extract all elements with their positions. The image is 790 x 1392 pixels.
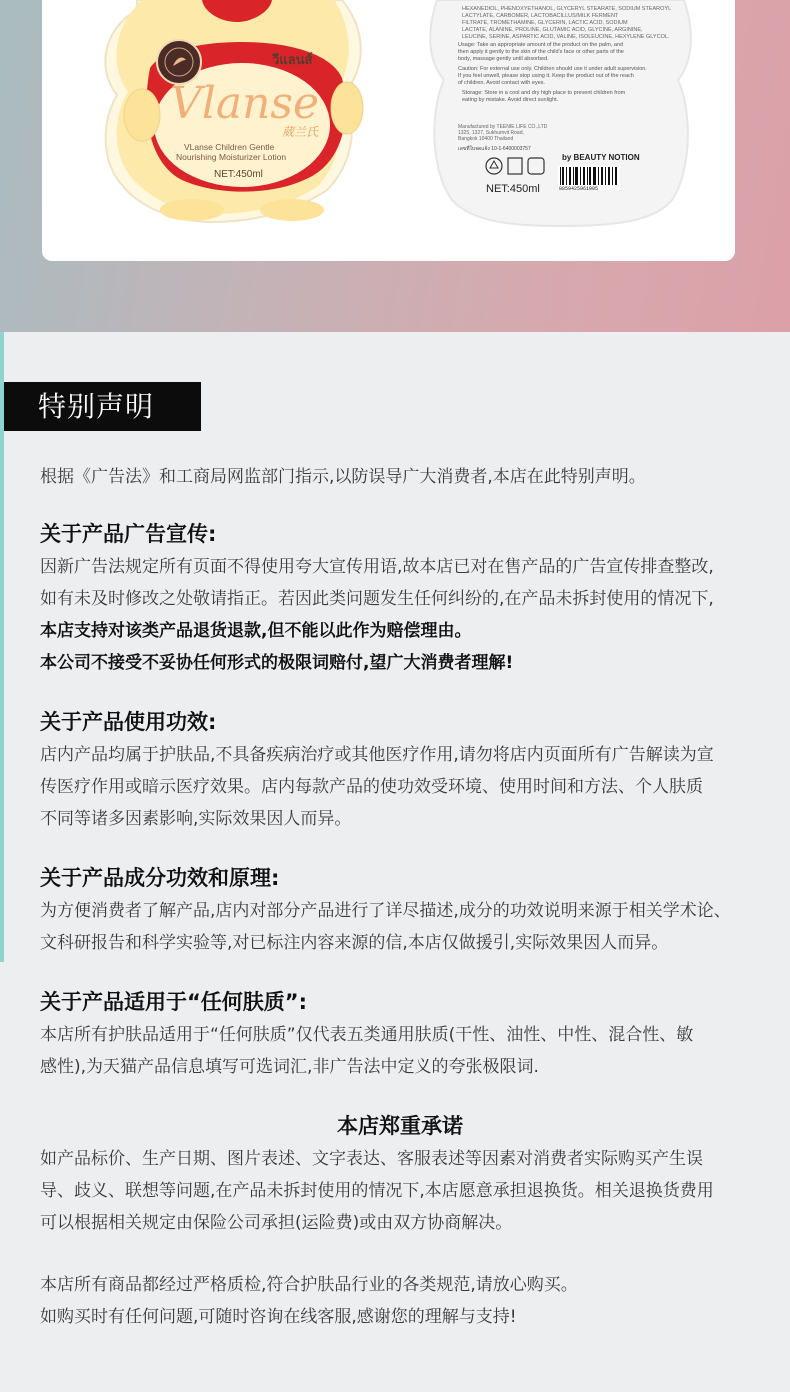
paragraph-line: 文科研报告和科学实验等,对已标注内容来源的信,本店仅做援引,实际效果因人而异。 xyxy=(40,933,669,953)
closing-line: 如购买时有任何问题,可随时咨询在线客服,感谢您的理解与支持! xyxy=(40,1307,517,1327)
section-ingredients xyxy=(40,861,760,959)
back-net-volume: NET:450ml xyxy=(486,183,540,195)
product-image-card xyxy=(42,0,735,261)
paragraph-line: 传医疗作用或暗示医疗效果。店内每款产品的使功效受环境、使用时间和方法、个人肤质 xyxy=(40,777,703,797)
back-distributor-text: by BEAUTY NOTION xyxy=(562,153,640,162)
barcode-icon xyxy=(558,166,620,192)
paragraph-line-bold: 本公司不接受不妥协任何形式的极限词赔付,望广大消费者理解! xyxy=(40,653,514,673)
product-name-line2: Nourishing Moisturizer Lotion xyxy=(176,152,287,162)
special-statement-heading: 特别声明 xyxy=(4,382,201,431)
back-ingredients-text: HEXANEDIOL, PHENOXYETHANOL, GLYCERYL STEARATE, SODIUM STEAROYL LACTYLATE, CARBOMER, LACTOBACILLUS/MILK FERMENT FILTRATE, TROMETHAMINE, GLYCERIN, LACTIC ACID, SODIUM LACTATE, ALANINE, PROLINE, GLUTAMIC ACID, GLYCINE, ARGININE, LEUCINE, SERINE, ASPARTIC ACID, VALINE, ISOLEUCINE, HEXYLENE GLYCOL. xyxy=(462,6,671,40)
barcode-number: 8859425961005 xyxy=(559,186,599,192)
brand-cn-text: 葳兰氏 xyxy=(282,125,319,139)
paragraph-line: 如产品标价、生产日期、图片表述、文字表达、客服表述等因素对消费者实际购买产生误 xyxy=(40,1149,703,1169)
section-title: 关于产品广告宣传: xyxy=(40,522,217,546)
back-registration-text: เลขที่ใบจดแจ้ง 10-1-6400003757 xyxy=(458,146,531,152)
section-efficacy xyxy=(40,705,760,835)
front-bottle xyxy=(105,0,363,222)
closing-line: 本店所有商品都经过严格质检,符合护肤品行业的各类规范,请放心购买。 xyxy=(40,1275,578,1295)
product-name-line1: VLanse Children Gentle xyxy=(184,142,275,152)
back-manufacturer-text: Manufactured by TEENIE LIFE CO.,LTD 1325, 1327, Sukhumvit Road, Bangkok 10400 Thailand xyxy=(458,124,548,142)
back-bottle xyxy=(430,0,691,226)
statement-content xyxy=(40,461,760,1333)
paragraph-line: 为方便消费者了解产品,店内对部分产品进行了详尽描述,成分的功效说明来源于相关学术论、 xyxy=(40,901,731,921)
paragraph-line: 感性),为天猫产品信息填写可选词汇,非广告法中定义的夸张极限词. xyxy=(40,1057,539,1077)
product-bottles-illustration xyxy=(42,0,735,261)
back-caution-text: Caution: For external use only. Children should use it under adult supervision. If you feel unwell, please stop using it. Keep the product out of the reach of children. Avoid contact with eyes. xyxy=(458,66,647,86)
paragraph-line-bold: 本店支持对该类产品退货退款,但不能以此作为赔偿理由。 xyxy=(40,621,472,641)
section-promise xyxy=(40,1109,760,1333)
promise-title: 本店郑重承诺 xyxy=(337,1114,463,1138)
section-skin-types xyxy=(40,985,760,1083)
section-title: 关于产品适用于“任何肤质”: xyxy=(40,990,308,1014)
paragraph-line: 不同等诸多因素影响,实际效果因人而异。 xyxy=(40,809,352,829)
intro-paragraph: 根据《广告法》和工商局网监部门指示,以防误导广大消费者,本店在此特别声明。 xyxy=(40,467,646,487)
paragraph-line: 如有未及时修改之处敬请指正。若因此类问题发生任何纠纷的,在产品未拆封使用的情况下, xyxy=(40,589,714,609)
back-storage-text: Storage: Store in a cool and dry high place to prevent children from eating by mistake. Avoid direct sunlight. xyxy=(462,90,626,103)
paragraph-line: 店内产品均属于护肤品,不具备疾病治疗或其他医疗作用,请勿将店内页面所有广告解读为宣 xyxy=(40,745,714,765)
paragraph-line: 导、歧义、联想等问题,在产品未拆封使用的情况下,本店愿意承担退换货。相关退换货费用 xyxy=(40,1181,714,1201)
paragraph-line: 本店所有护肤品适用于“任何肤质”仅代表五类通用肤质(干性、油性、中性、混合性、敏 xyxy=(40,1025,694,1045)
section-advertising xyxy=(40,517,760,679)
front-net-volume: NET:450ml xyxy=(214,169,263,180)
section-title: 关于产品成分功效和原理: xyxy=(40,866,280,890)
paragraph-line: 因新广告法规定所有页面不得使用夸大宣传用语,故本店已对在售产品的广告宣传排查整改, xyxy=(40,557,714,577)
back-usage-text: Usage: Take an appropriate amount of the product on the palm, and then apply it gently to the skin of the child's face or other parts of the body, massage gently until absorbed. xyxy=(458,42,624,62)
brand-thai-text: วีแลนส์ xyxy=(272,53,313,68)
brand-script-text: Vlanse xyxy=(170,78,320,129)
section-title: 关于产品使用功效: xyxy=(40,710,217,734)
paragraph-line: 可以根据相关规定由保险公司承担(运险费)或由双方协商解决。 xyxy=(40,1213,513,1233)
